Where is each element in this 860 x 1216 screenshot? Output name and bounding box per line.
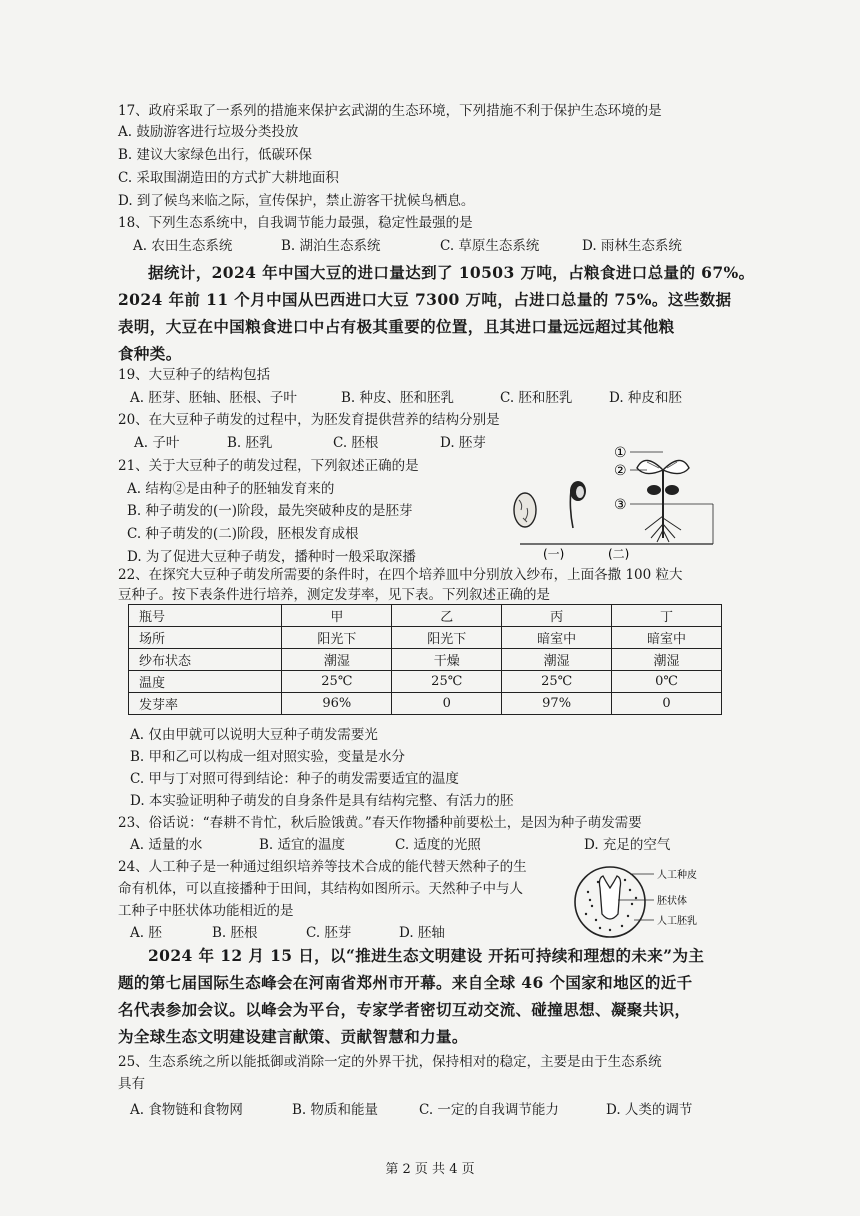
q22-stem-line2: 豆种子。按下表条件进行培养，测定发芽率，见下表。下列叙述正确的是 — [118, 587, 550, 603]
q24-stem-line3: 工种子中胚状体功能相近的是 — [118, 903, 294, 919]
table-cell: 纱布状态 — [129, 649, 282, 671]
q23-option-c: C. 适度的光照 — [395, 837, 481, 853]
q18-stem: 18、下列生态系统中，自我调节能力最强，稳定性最强的是 — [118, 215, 473, 231]
q17-stem: 17、政府采取了一系列的措施来保护玄武湖的生态环境，下列措施不利于保护生态环境的是 — [118, 103, 662, 119]
q17-option-c: C. 采取围湖造田的方式扩大耕地面积 — [118, 170, 339, 186]
q18-option-d: D. 雨林生态系统 — [582, 238, 682, 254]
table-cell: 甲 — [282, 605, 392, 627]
table-cell: 潮湿 — [282, 649, 392, 671]
table-header-row — [129, 605, 722, 627]
table-cell: 暗室中 — [502, 627, 612, 649]
q17-option-b: B. 建议大家绿色出行，低碳环保 — [118, 147, 313, 163]
q25-stem-line1: 25、生态系统之所以能抵御或消除一定的外界干扰，保持相对的稳定，主要是由于生态系统 — [118, 1054, 662, 1070]
figure-label-3: ③ — [614, 497, 627, 513]
q24-option-b: B. 胚根 — [212, 925, 258, 941]
table-cell: 潮湿 — [502, 649, 612, 671]
table-cell: 阳光下 — [392, 627, 502, 649]
table-cell: 96% — [282, 693, 392, 715]
q18-option-c: C. 草原生态系统 — [440, 238, 540, 254]
q21-option-b: B. 种子萌发的(一)阶段，最先突破种皮的是胚芽 — [127, 503, 413, 519]
q21-stem: 21、关于大豆种子的萌发过程，下列叙述正确的是 — [118, 458, 419, 474]
q20-option-c: C. 胚根 — [333, 435, 379, 451]
passage1-line1: 据统计，2024 年中国大豆的进口量达到了 10503 万吨，占粮食进口总量的 67%。 — [148, 263, 755, 282]
cotyledon-left — [647, 485, 661, 495]
q22-option-b: B. 甲和乙可以构成一组对照实验，变量是水分 — [130, 749, 406, 765]
figure-label-endosperm: 人工胚乳 — [657, 916, 697, 927]
q21-option-d: D. 为了促进大豆种子萌发，播种时一般采取深播 — [127, 549, 416, 565]
table-cell: 乙 — [392, 605, 502, 627]
seed-shape — [514, 493, 536, 527]
table-row — [129, 649, 722, 671]
q19-option-c: C. 胚和胚乳 — [500, 390, 573, 406]
page-number: 第 2 页 共 4 页 — [385, 1162, 475, 1177]
q18-option-a: A. 农田生态系统 — [133, 238, 233, 254]
figure-stage-1: (一) — [543, 547, 565, 560]
q19-option-a: A. 胚芽、胚轴、胚根、子叶 — [130, 390, 297, 406]
table-cell: 97% — [502, 693, 612, 715]
q19-option-b: B. 种皮、胚和胚乳 — [341, 390, 455, 406]
q24-stem-line1: 24、人工种子是一种通过组织培养等技术合成的能代替天然种子的生 — [118, 859, 527, 875]
table-cell: 场所 — [129, 627, 282, 649]
passage2-line4: 为全球生态文明建设建言献策、贡献智慧和力量。 — [118, 1027, 468, 1046]
q23-option-b: B. 适宜的温度 — [259, 837, 346, 853]
passage1-line4: 食种类。 — [118, 344, 182, 363]
q22-option-c: C. 甲与丁对照可得到结论：种子的萌发需要适宜的温度 — [130, 771, 459, 787]
table-row — [129, 627, 722, 649]
passage1-line2: 2024 年前 11 个月中国从巴西进口大豆 7300 万吨，占进口总量的 75%。这些数据 — [118, 290, 732, 309]
passage1-line3: 表明，大豆在中国粮食进口中占有极其重要的位置，且其进口量远远超过其他粮 — [118, 317, 675, 336]
q20-option-d: D. 胚芽 — [440, 435, 486, 451]
figure-label-1: ① — [614, 445, 627, 461]
q23-stem: 23、俗话说：“春耕不肯忙，秋后脸饿黄。”春天作物播种前要松土，是因为种子萌发需要 — [118, 815, 642, 831]
q22-stem-line1: 22、在探究大豆种子萌发所需要的条件时，在四个培养皿中分别放入纱布，上面各撒 100 粒大 — [118, 567, 683, 583]
q24-option-c: C. 胚芽 — [306, 925, 352, 941]
q19-stem: 19、大豆种子的结构包括 — [118, 367, 271, 383]
q17-option-d: D. 到了候鸟来临之际，宣传保护，禁止游客干扰候鸟栖息。 — [118, 193, 475, 209]
q22-option-d: D. 本实验证明种子萌发的自身条件是具有结构完整、有活力的胚 — [130, 793, 514, 809]
table-cell: 0 — [612, 693, 722, 715]
table-cell: 暗室中 — [612, 627, 722, 649]
q17-option-a: A. 鼓励游客进行垃圾分类投放 — [118, 124, 299, 140]
artificial-seed-figure — [570, 858, 745, 944]
table-cell: 瓶号 — [129, 605, 282, 627]
passage2-line3: 名代表参加会议。以峰会为平台，专家学者密切互动交流、碰撞思想、凝聚共识， — [118, 1000, 691, 1019]
q20-stem: 20、在大豆种子萌发的过程中，为胚发育提供营养的结构分别是 — [118, 412, 500, 428]
q23-option-a: A. 适量的水 — [130, 837, 203, 853]
table-cell: 发芽率 — [129, 693, 282, 715]
table-cell: 25℃ — [282, 671, 392, 693]
q24-stem-line2: 命有机体，可以直接播种于田间，其结构如图所示。天然种子中与人 — [118, 881, 523, 897]
cotyledon-right — [665, 485, 679, 495]
table-cell: 温度 — [129, 671, 282, 693]
experiment-table — [128, 604, 722, 715]
figure-label-2: ② — [614, 463, 627, 479]
q20-option-a: A. 子叶 — [134, 435, 180, 451]
figure-label-seed-coat: 人工种皮 — [657, 870, 697, 881]
table-cell: 25℃ — [392, 671, 502, 693]
q18-option-b: B. 湖泊生态系统 — [281, 238, 381, 254]
table-cell: 丙 — [502, 605, 612, 627]
figure-label-embryoid: 胚状体 — [657, 896, 687, 907]
q23-option-d: D. 充足的空气 — [584, 837, 671, 853]
q24-option-a: A. 胚 — [130, 925, 162, 941]
table-cell: 0℃ — [612, 671, 722, 693]
q21-option-c: C. 种子萌发的(二)阶段，胚根发育成根 — [127, 526, 359, 542]
q21-option-a: A. 结构②是由种子的胚轴发育来的 — [127, 481, 335, 497]
seedling-leaf-left — [637, 460, 663, 473]
table-cell: 干燥 — [392, 649, 502, 671]
q25-option-b: B. 物质和能量 — [292, 1102, 379, 1118]
q24-option-d: D. 胚轴 — [399, 925, 445, 941]
q20-option-b: B. 胚乳 — [227, 435, 273, 451]
q25-option-d: D. 人类的调节 — [606, 1102, 693, 1118]
q25-option-a: A. 食物链和食物网 — [130, 1102, 243, 1118]
q22-option-a: A. 仅由甲就可以说明大豆种子萌发需要光 — [130, 727, 378, 743]
q25-stem-line2: 具有 — [118, 1076, 145, 1092]
table-cell: 0 — [392, 693, 502, 715]
table-cell: 潮湿 — [612, 649, 722, 671]
table-cell: 阳光下 — [282, 627, 392, 649]
table-cell: 25℃ — [502, 671, 612, 693]
q25-option-c: C. 一定的自我调节能力 — [419, 1102, 559, 1118]
q19-option-d: D. 种皮和胚 — [609, 390, 682, 406]
passage2-line1: 2024 年 12 月 15 日，以“推进生态文明建设 开拓可持续和理想的未来”为主 — [148, 946, 705, 965]
figure-stage-2: (二) — [608, 547, 630, 560]
table-row — [129, 693, 722, 715]
table-cell: 丁 — [612, 605, 722, 627]
seed-germination-figure — [505, 438, 720, 560]
table-row — [129, 671, 722, 693]
passage2-line2: 题的第七届国际生态峰会在河南省郑州市开幕。来自全球 46 个国家和地区的近千 — [118, 973, 693, 992]
